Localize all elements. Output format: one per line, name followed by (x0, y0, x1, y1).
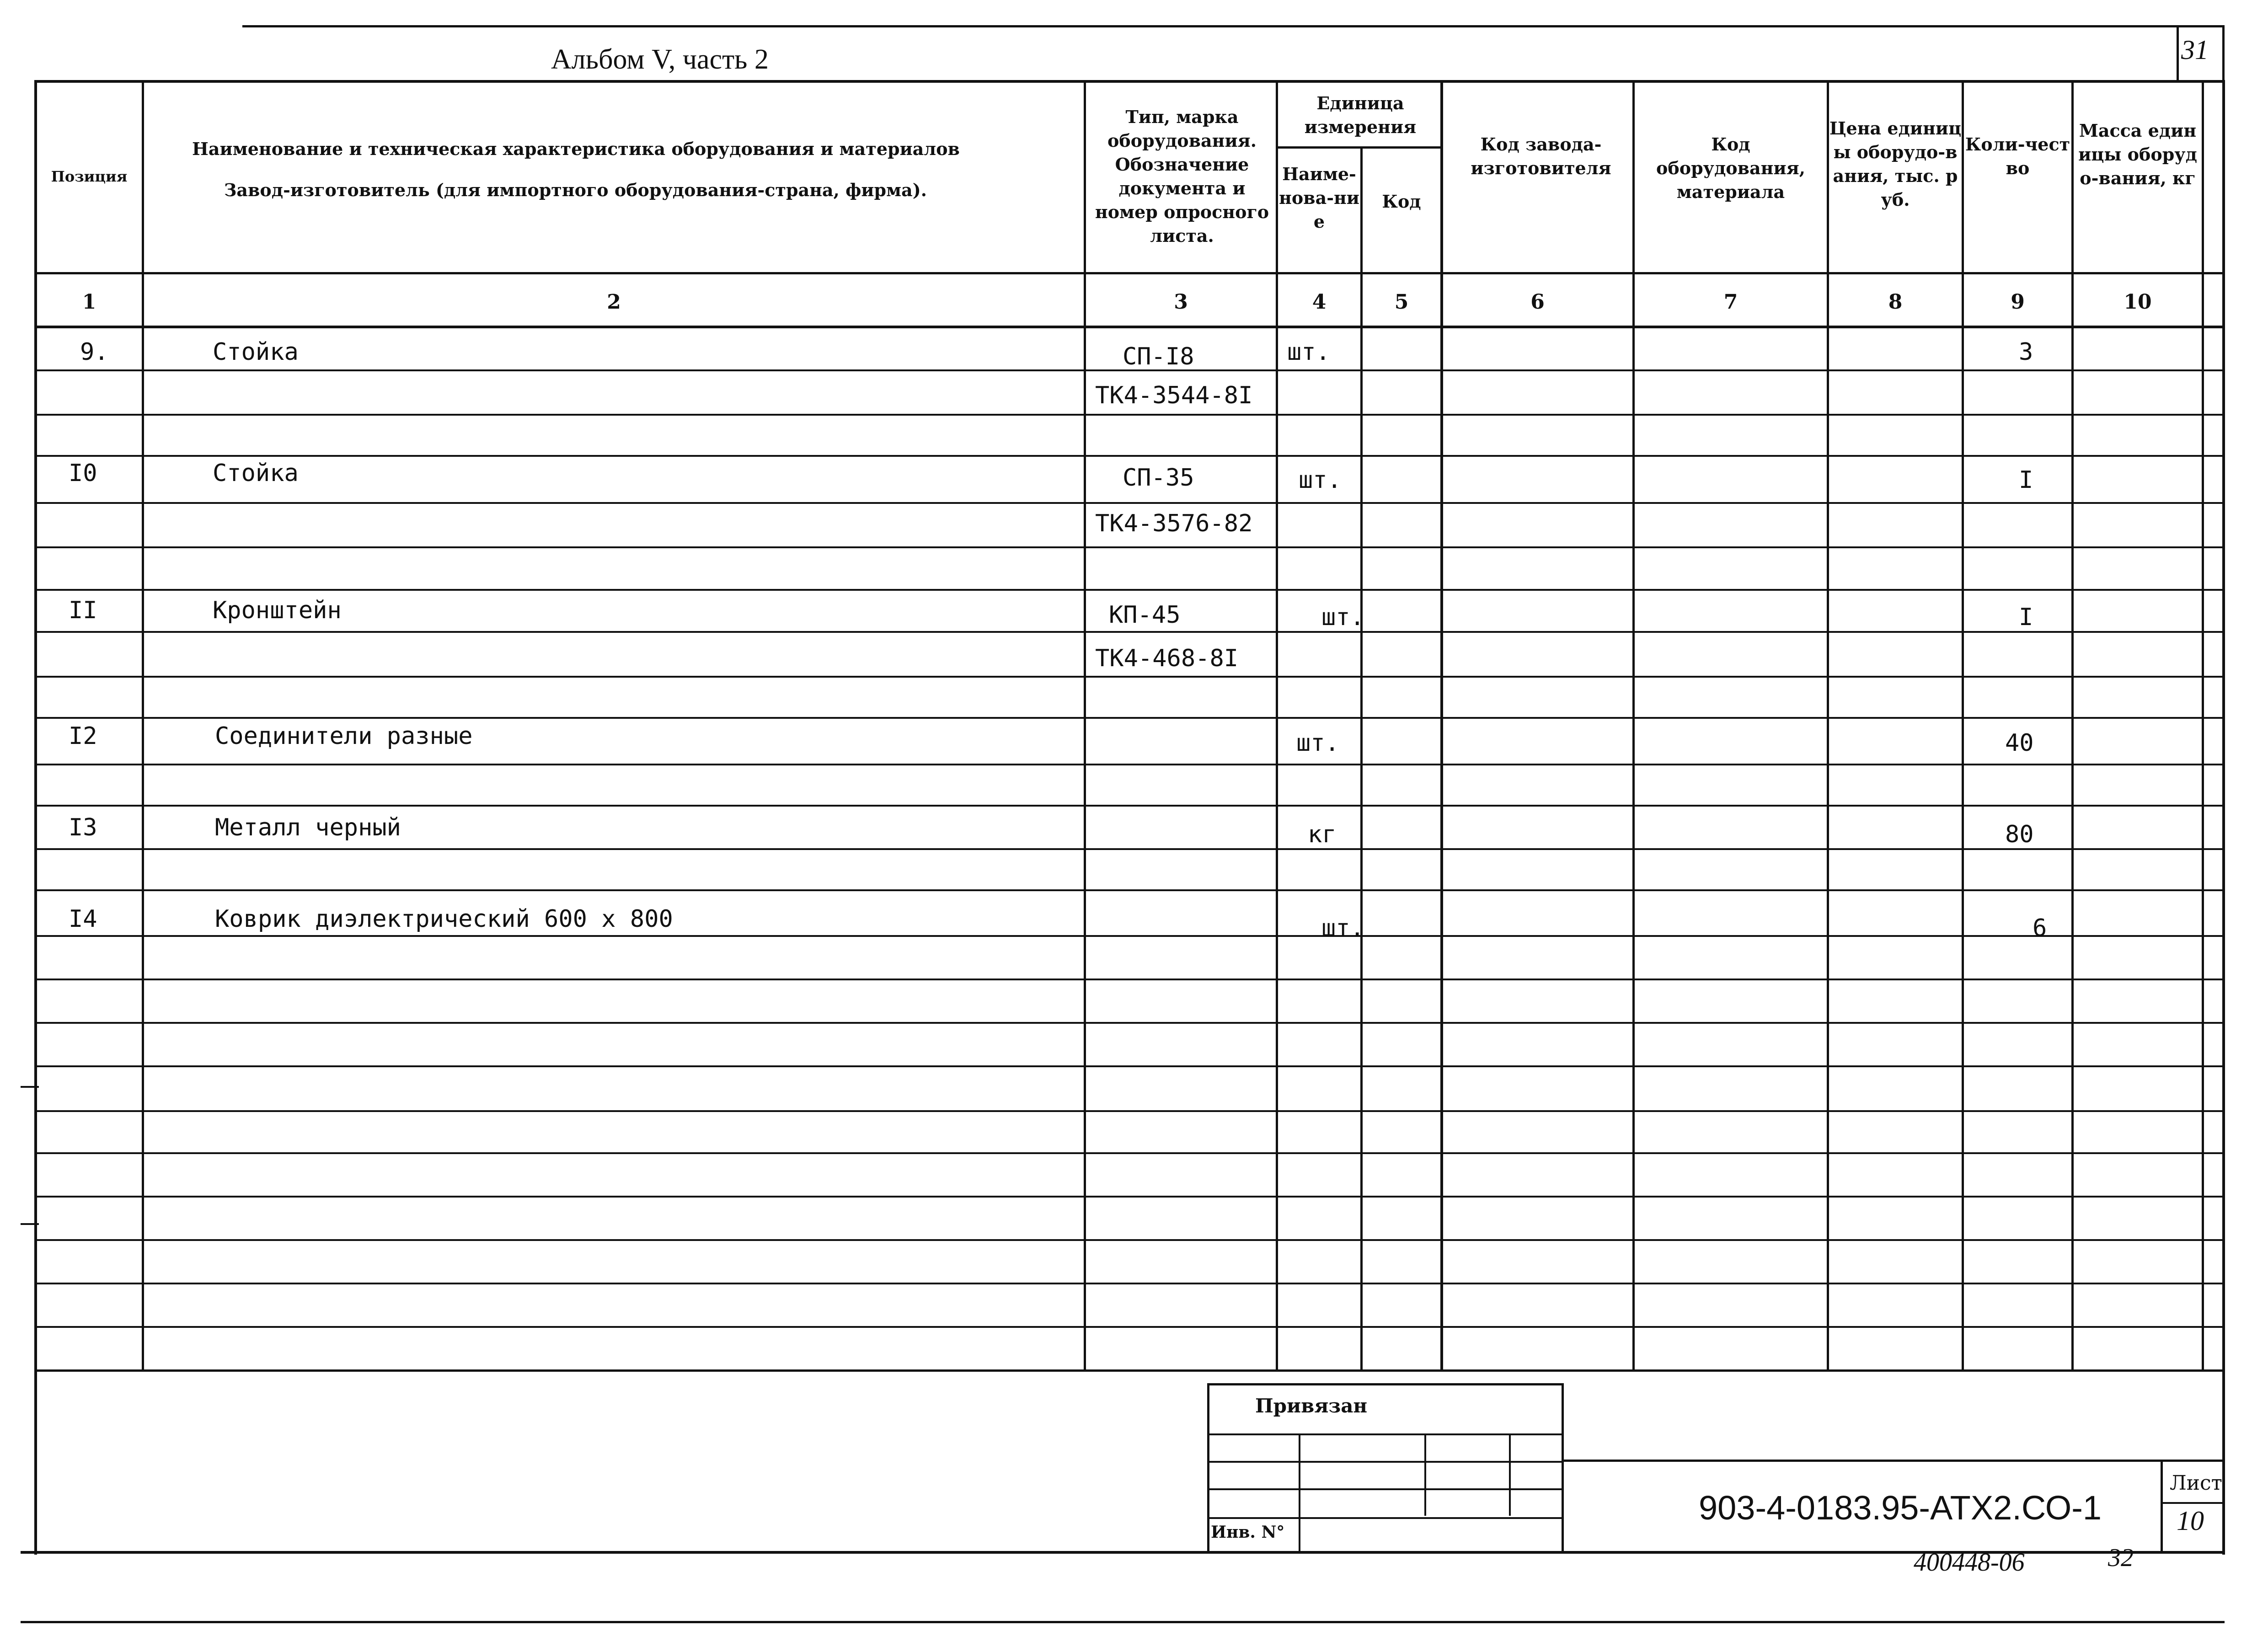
row-unit: шт. (1321, 604, 1364, 631)
header-unit-mass: Масса единицы оборудо-вания, кг (2078, 120, 2197, 188)
row-name: Стойка (213, 460, 299, 487)
column-number-6: 6 (1530, 290, 1545, 314)
column-number-2: 2 (607, 290, 621, 314)
row-type: КП-45 (1109, 601, 1181, 629)
archive-suffix: 32 (2108, 1544, 2134, 1572)
header-quantity: Коли-чество (1965, 134, 2070, 178)
row-quantity: 40 (2005, 729, 2034, 757)
header-unit-code: Код (1382, 191, 1421, 212)
document-code: 903-4-0183.95-АТХ2.СО-1 (1699, 1489, 2102, 1527)
column-number-10: 10 (2124, 290, 2152, 314)
header-price: Цена единицы оборудо-вания, тыс. руб. (1829, 118, 1962, 210)
row-unit: шт. (1287, 338, 1330, 366)
row-type: СП-35 (1123, 464, 1194, 492)
column-number-7: 7 (1723, 290, 1738, 314)
row-name: Коврик диэлектрический 600 x 800 (215, 905, 673, 933)
inventory-label: Инв. N° (1211, 1523, 1285, 1542)
header-equipment-code: Код оборудования, материала (1656, 134, 1805, 202)
row-quantity: 3 (2019, 338, 2033, 366)
row-type: СП-I8 (1123, 343, 1194, 370)
row-document: ТК4-3576-82 (1095, 510, 1253, 537)
column-number-5: 5 (1394, 290, 1409, 314)
row-position: I2 (69, 722, 97, 750)
archive-number: 400448-06 (1914, 1548, 2025, 1577)
sheet-number: 10 (2177, 1506, 2204, 1536)
album-title: Альбом V, часть 2 (551, 44, 769, 75)
row-position: I0 (69, 460, 97, 487)
column-number-8: 8 (1888, 290, 1903, 314)
row-name: Металл черный (215, 814, 401, 841)
row-quantity: I (2019, 604, 2033, 631)
column-number-9: 9 (2011, 290, 2025, 314)
row-unit: шт. (1296, 729, 1339, 757)
header-unit-group: Единица измерения (1304, 93, 1417, 137)
header-type: Тип, марка оборудования. Обозначение документа и номер опросного листа. (1095, 107, 1269, 246)
row-name: Соединители разные (215, 722, 473, 750)
row-unit: шт. (1299, 466, 1342, 494)
column-number-3: 3 (1174, 290, 1188, 314)
row-quantity: 6 (2033, 914, 2047, 942)
sheet-corner-number: 31 (2181, 35, 2209, 65)
row-name: Кронштейн (213, 597, 342, 624)
row-document: ТК4-468-8I (1095, 645, 1239, 672)
row-unit: кг (1308, 821, 1337, 848)
row-position: II (69, 597, 97, 624)
header-position: Позиция (51, 168, 128, 185)
column-number-4: 4 (1312, 290, 1327, 314)
row-position: I3 (69, 814, 97, 841)
row-document: ТК4-3544-8I (1095, 382, 1253, 409)
bound-label: Привязан (1255, 1395, 1368, 1417)
row-quantity: 80 (2005, 821, 2034, 848)
header-name-line2: Завод-изготовитель (для импортного оборудования-страна, фирма). (224, 180, 927, 200)
header-name-line1: Наименование и техническая характеристика оборудования и материалов (192, 139, 960, 159)
row-unit: шт. (1321, 914, 1364, 942)
column-number-1: 1 (82, 290, 96, 314)
sheet-label: Лист (2170, 1471, 2223, 1495)
row-position: I4 (69, 905, 97, 933)
row-name: Стойка (213, 338, 299, 366)
header-factory-code: Код завода-изготовителя (1471, 134, 1611, 178)
row-quantity: I (2019, 466, 2033, 494)
header-unit-name: Наиме-нова-ние (1279, 164, 1359, 232)
row-position: 9. (80, 338, 109, 366)
